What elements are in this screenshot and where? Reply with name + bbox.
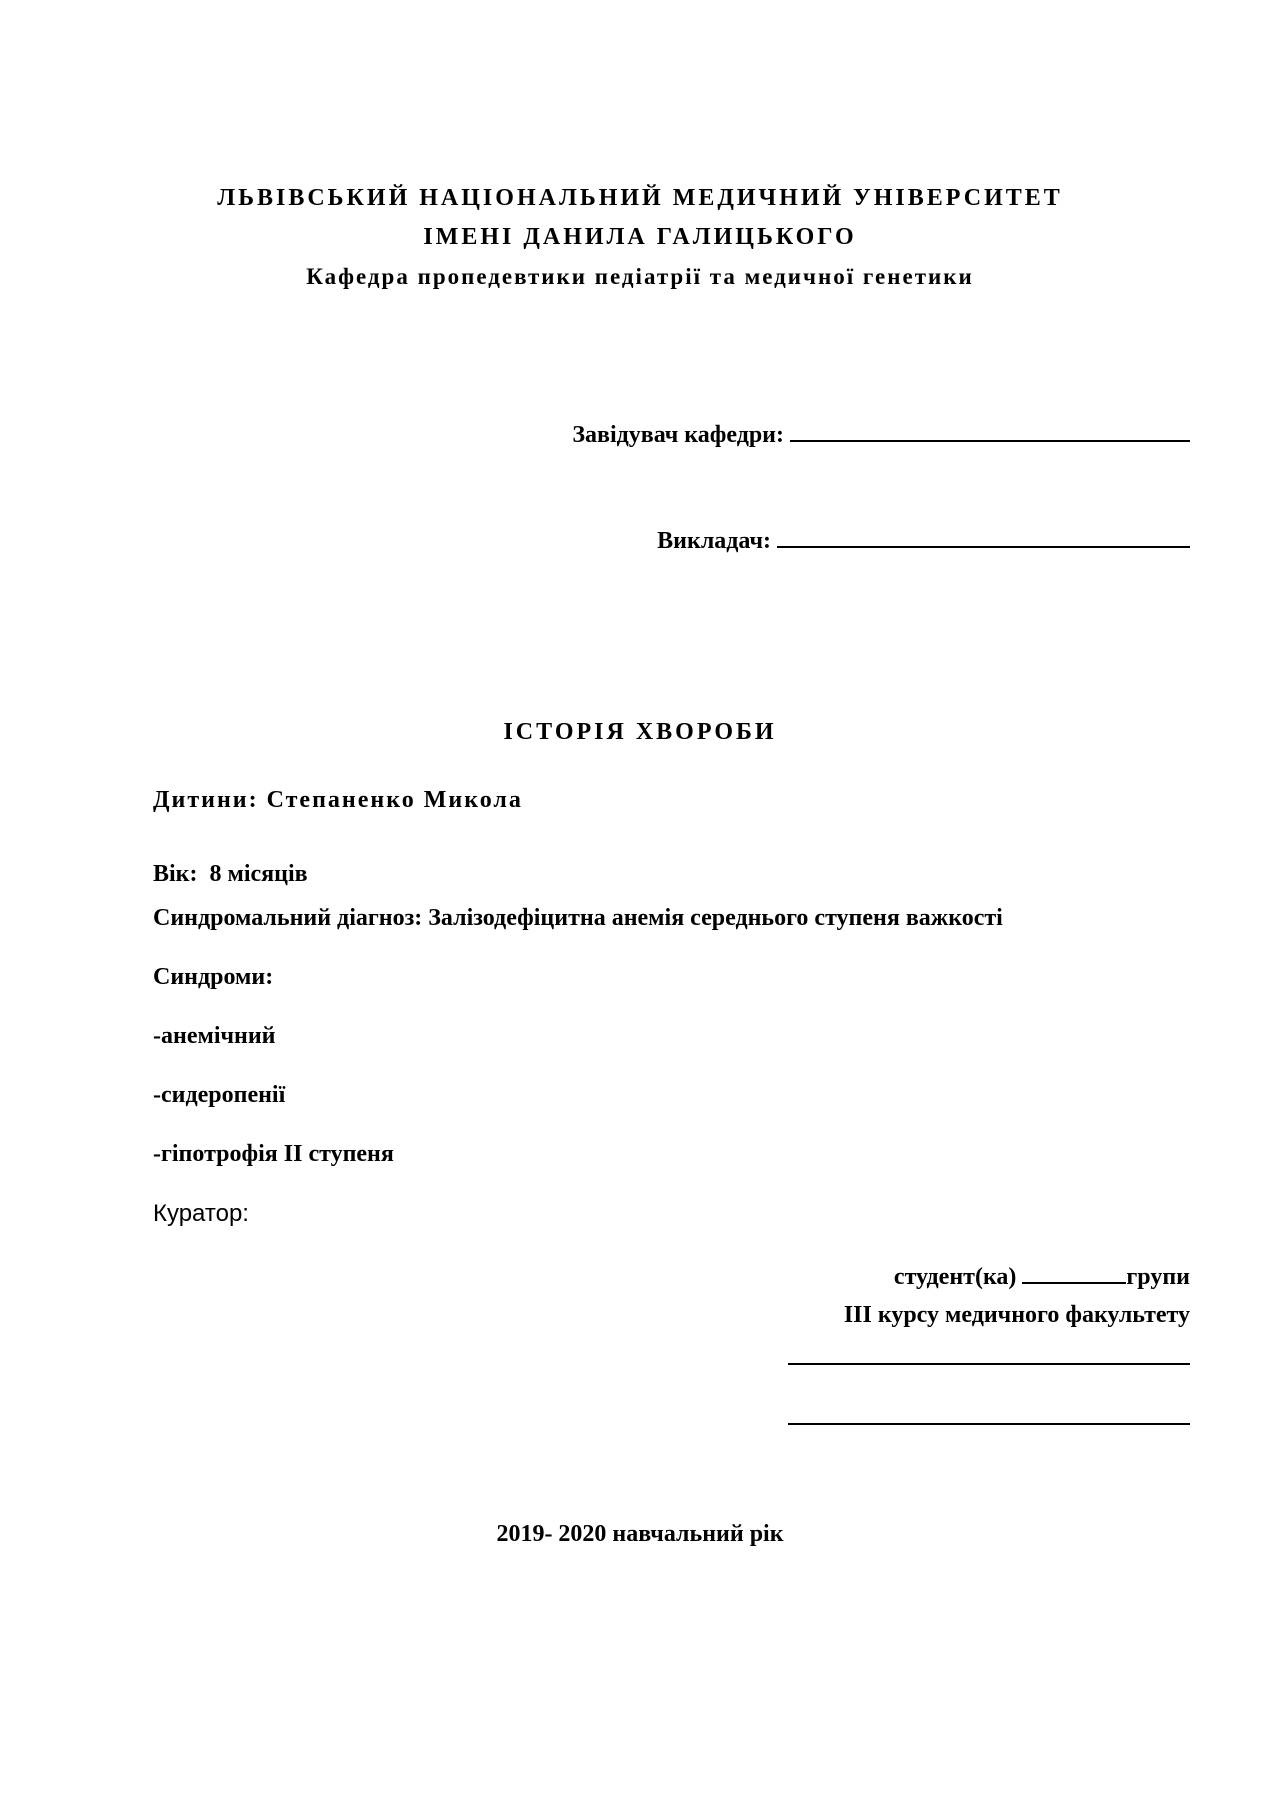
teacher-signature	[657, 524, 1190, 556]
student-suffix: групи	[1126, 1264, 1190, 1290]
age-value: 8 місяців	[209, 861, 308, 887]
patient-name: Степаненко Микола	[266, 787, 523, 813]
age-line	[153, 859, 308, 889]
teacher-label: Викладач:	[657, 528, 771, 554]
academic-year: 2019- 2020 навчальний рік	[496, 1521, 784, 1547]
group-blank	[1022, 1260, 1126, 1284]
student-signature-blank	[788, 1423, 1190, 1425]
student-prefix: студент(ка)	[893, 1264, 1017, 1290]
syndrome-item: -анемічний	[153, 1023, 276, 1049]
student-group-line	[894, 1260, 1190, 1292]
department-name: Кафедра пропедевтики педіатрії та медичної генетики	[306, 264, 974, 289]
head-of-department-signature	[572, 418, 1190, 450]
diagnosis-line	[153, 903, 1003, 933]
university-name-line1: ЛЬВІВСЬКИЙ НАЦІОНАЛЬНИЙ МЕДИЧНИЙ УНІВЕРСИТЕТ	[217, 185, 1063, 211]
document-title: ІСТОРІЯ ХВОРОБИ	[503, 719, 777, 745]
patient-line	[153, 785, 523, 815]
syndrome-item: -сидеропенії	[153, 1082, 286, 1108]
diagnosis-label: Синдромальний діагноз:	[153, 905, 423, 931]
university-name-line2: ІМЕНІ ДАНИЛА ГАЛИЦЬКОГО	[423, 224, 857, 250]
syndromes-label: Синдроми:	[153, 964, 274, 990]
teacher-signature-blank	[777, 524, 1190, 548]
student-name-blank	[788, 1363, 1190, 1365]
age-label: Вік:	[153, 861, 198, 887]
curator-label: Куратор:	[153, 1200, 249, 1227]
syndrome-item: -гіпотрофія II ступеня	[153, 1141, 394, 1167]
head-signature-blank	[790, 418, 1190, 442]
head-of-department-label: Завідувач кафедри:	[572, 422, 784, 448]
patient-label: Дитини:	[153, 787, 259, 813]
course-line: III курсу медичного факультету	[843, 1302, 1190, 1328]
diagnosis-value: Залізодефіцитна анемія середнього ступеня важкості	[428, 905, 1003, 931]
